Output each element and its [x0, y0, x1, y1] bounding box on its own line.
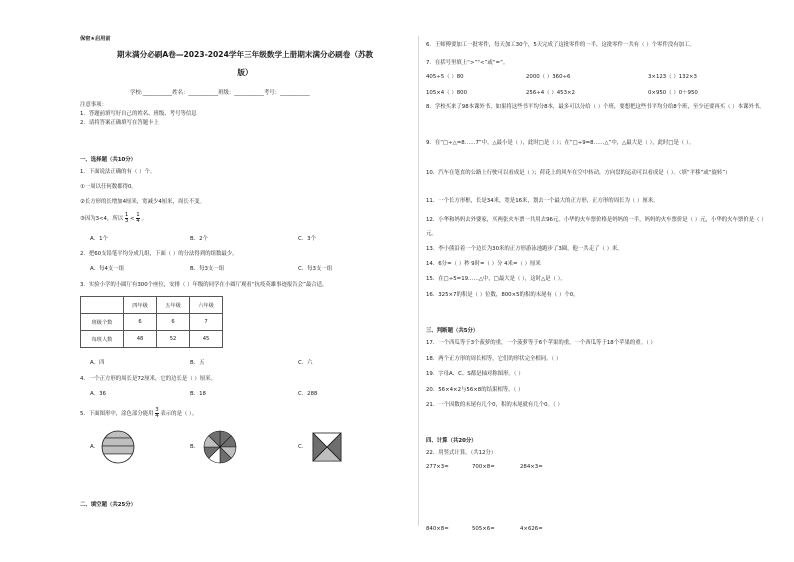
fraction-numerator: 1	[124, 212, 129, 218]
q1-option-a: A．1个	[90, 236, 108, 242]
question-1-statement-a: ①一周以任何数都得0。	[80, 184, 137, 190]
class-size-table-wrap	[80, 296, 230, 350]
statement-c-prefix: ③因为3<4，所以	[80, 216, 124, 222]
question-1-statement-b: ②长方形的长增加4厘米，宽减少4厘米，周长不变。	[80, 199, 205, 205]
table-cell: 52	[157, 331, 190, 348]
q5-option-b: B．	[190, 444, 200, 450]
q3-option-c: C．六	[298, 360, 313, 366]
compare-item: 256÷4（ ）453×2	[526, 90, 575, 96]
calc-item: 505×6=	[472, 526, 495, 532]
compare-item: 0×950（ ）0＋950	[648, 90, 698, 96]
question-21: 21．一个因数的末尾有几个0，积的末尾就有几个0。（ ）	[426, 402, 563, 408]
compare-item: 105×4（ ）800	[426, 90, 468, 96]
table-cell: 7	[190, 314, 223, 331]
table-row	[81, 331, 223, 348]
question-20: 20．56×4×2与56×8的结果相等。（ ）	[426, 387, 524, 393]
question-1-statement-c	[80, 213, 147, 224]
compare-item: 3×123（ ）132×3	[648, 74, 697, 80]
question-3: 3．实验小学的小圆厅有300个座位，安排（ ）年级的同学在小圆厅观看“抗疫英雄事迹报告会”最合适。	[80, 282, 328, 288]
question-17: 17．一个西瓜等于3个菠萝的重，一个菠萝等于6个苹果的重，一个西瓜等于18个苹果的重。（ ）	[426, 340, 656, 346]
question-18: 18．两个正方形的周长相等，它们的形状完全相同。（ ）	[426, 356, 562, 362]
table-cell: 班级个数	[81, 314, 124, 331]
section-choice-heading: 一、选择题（共10分）	[80, 157, 137, 163]
q3-option-b: B．五	[190, 360, 205, 366]
calc-item: 284×3=	[520, 464, 543, 470]
fraction-three-fourths	[155, 408, 158, 419]
question-1: 1．下面说法正确的有（ ）个。	[80, 169, 156, 175]
section-calc-heading: 四、计算（共20分）	[426, 438, 477, 444]
question-14: 14．6分=（ ）秒 9时=（ ）分 4米=（ ）厘米	[426, 261, 541, 267]
q1-option-b: B．2个	[190, 236, 208, 242]
less-than-sign: <	[130, 216, 135, 222]
fraction-denominator: 4	[136, 218, 140, 224]
table-header-cell: 四年级	[124, 297, 157, 314]
table-cell: 45	[190, 331, 223, 348]
question-8: 8．学校买来了98本课外书，如果将这些书平均分8本，最多可以分给（ ）个班，要想把这些书平均分给8个班，至少还要再买（ ）本课外书。	[426, 104, 765, 110]
section-judge-heading: 三、判断题（共5分）	[426, 328, 479, 334]
q2-option-a: A．每4支一组	[90, 266, 125, 272]
q2-option-b: B．每3支一组	[190, 266, 225, 272]
question-13: 13．李小熊沿着一个边长为30米的正方形游泳池跑步了3圈，他一共走了（ ）米。	[426, 246, 623, 252]
question-22: 22．用竖式计算。（共12分）	[426, 450, 497, 456]
table-cell: 每班人数	[81, 331, 124, 348]
question-10: 10．汽车在笔直的公路上行驶可以看成是（ ）；荷花上的风车在空中转动，方向盘的运动可以看成是（ ）。（填“平移”或“旋转”）	[426, 170, 731, 176]
fraction-denominator: 3	[124, 218, 129, 224]
calc-item: 4×626=	[520, 526, 543, 532]
q2-option-c: C．每3支一组	[298, 266, 333, 272]
calc-item: 840×8=	[426, 526, 449, 532]
compare-item: 405÷5（ ）80	[426, 74, 464, 80]
question-19: 19．字母A、C、S都是轴对称图形。（ ）	[426, 371, 524, 377]
q4-option-b: B．18	[190, 391, 206, 397]
notes-item-1: 1．答题前填写好自己的姓名、班级、考号等信息	[80, 111, 197, 117]
question-7: 7．在括号里填上“>”“<”或“=”。	[426, 60, 509, 66]
question-11: 11．一个长方形框，长是34米，宽是16米，划去一个最大的正方形，正方形的周长为（ ）厘米。	[426, 198, 659, 204]
notes-item-2: 2．请将答案正确填写在答题卡上	[80, 120, 159, 126]
table-row	[81, 314, 223, 331]
fraction-numerator: 1	[136, 212, 140, 218]
fraction-denominator: 4	[155, 413, 159, 419]
table-header-row	[81, 297, 223, 314]
q4-option-a: A．36	[90, 391, 106, 397]
calc-item: 277×3=	[426, 464, 449, 470]
section-fill-heading: 二、填空题（共25分）	[80, 502, 137, 508]
q3-option-a: A．四	[90, 360, 105, 366]
class-size-table	[80, 296, 223, 348]
q5-option-a: A．	[90, 444, 100, 450]
calc-item: 700×8=	[472, 464, 495, 470]
q5-option-c: C．	[298, 444, 308, 450]
question-5-suffix: 表示的是（ ）。	[160, 411, 198, 417]
sector-circle-figure	[202, 429, 238, 465]
q4-option-c: C．288	[298, 391, 318, 397]
question-5	[80, 408, 197, 419]
question-15: 15．在□÷5=19……△中，□最大是（ ），这时△是（ ）。	[426, 276, 566, 282]
exam-title-line1: 期末满分必刷A卷—2023-2024学年三年级数学上册期末满分必刷卷（苏教	[116, 50, 374, 59]
column-divider	[418, 36, 419, 526]
exam-title-line2: 版）	[237, 68, 253, 77]
question-6: 6．王师傅要加工一批零件，每天加工30个，5天完成了这批零件的一半，这批零件一共有（ ）个零件没有加工。	[426, 42, 695, 48]
student-info-line: 学校:___________姓名：___________班级：___________考号：___________	[130, 90, 310, 96]
statement-c-suffix: 。	[141, 216, 147, 222]
notes-heading: 注意事项：	[80, 102, 107, 108]
question-16: 16．325×7的积是（ ）位数，800×5的积的末尾有（ ）个0。	[426, 292, 579, 298]
question-5-prefix: 5．下面图形中，涂色部分能用	[80, 411, 154, 417]
table-header-cell	[81, 297, 124, 314]
striped-circle-figure	[100, 429, 136, 465]
question-4: 4．一个正方形的周长是72厘米，它的边长是（ ）厘米。	[80, 376, 216, 382]
table-cell: 6	[157, 314, 190, 331]
fraction-numerator: 3	[155, 407, 159, 413]
question-12: 12．小华和妈妈去外婆家，买两张火车票一共用去96元。小华的火车票价格是妈妈的一半，妈妈的火车票价是（ ）元，小华的火车票价是（ ）元。	[426, 217, 767, 237]
crossed-square-figure	[312, 432, 342, 462]
table-header-cell: 六年级	[190, 297, 223, 314]
confidential-label: 保密★启用前	[80, 36, 111, 42]
table-header-cell: 五年级	[157, 297, 190, 314]
question-2: 2．把60支铅笔平均分成几组，下面（ ）的分法得到的组数最少。	[80, 251, 238, 257]
question-9: 9．在“□÷△=8……7”中，△最小是（ ），此时□是（ ）；在“□÷9=8……△”中，△最大是（ ），此时□是（ ）。	[426, 140, 695, 146]
table-cell: 48	[124, 331, 157, 348]
table-cell: 6	[124, 314, 157, 331]
q1-option-c: C．3个	[298, 236, 316, 242]
compare-item: 2000（ ）360÷6	[526, 74, 571, 80]
fraction-one-fourth	[136, 213, 139, 224]
fraction-one-third	[125, 213, 128, 224]
